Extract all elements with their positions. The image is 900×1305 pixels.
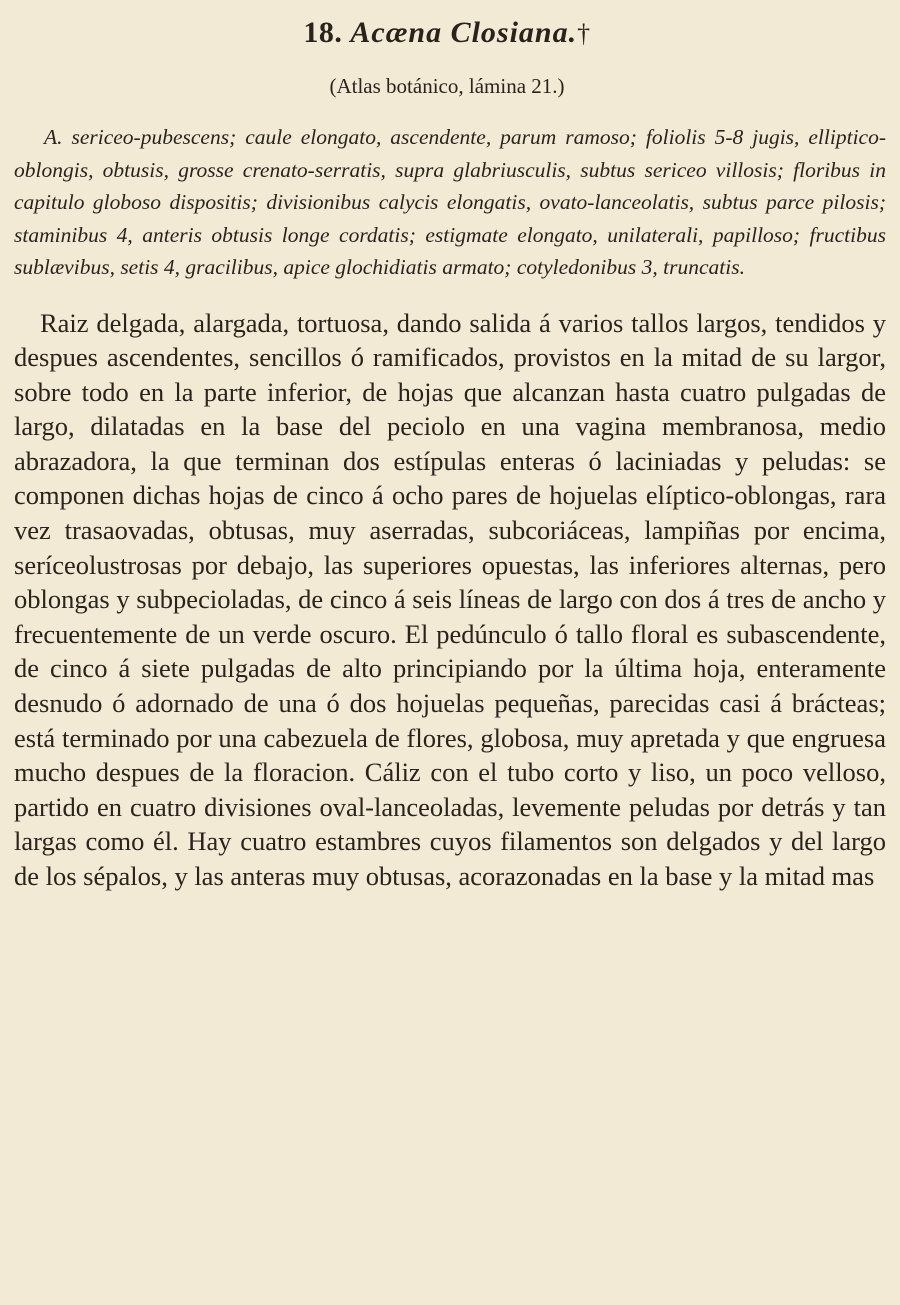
- dagger-mark: †: [577, 19, 591, 48]
- spanish-description: Raiz delgada, alargada, tortuosa, dando salida á varios tallos largos, tendidos y despues ascendentes, sencillos ó ramificados, provistos en la mitad de su largor, sobre todo en la parte inferior, de hojas que alcanzan hasta cuatro pulgadas de largo, dilatadas en la base del peciolo en una vagina membranosa, medio abrazadora, la que terminan dos estípulas enteras ó laciniadas y peludas: se componen dichas hojas de cinco á ocho pares de hojuelas elíptico-oblongas, rara vez trasaovadas, obtusas, muy aserradas, subcoriáceas, lampiñas por encima, seríceolustrosas por debajo, las superiores opuestas, las inferiores alternas, pero oblongas y subpecioladas, de cinco á seis líneas de largo con dos á tres de ancho y frecuentemente de un verde oscuro. El pedúnculo ó tallo floral es subascendente, de cinco á siete pulgadas de alto principiando por la última hoja, enteramente desnudo ó adornado de una ó dos hojuelas pequeñas, parecidas casi á brácteas; está terminado por una cabezuela de flores, globosa, muy apretada y que engruesa mucho despues de la floracion. Cáliz con el tubo corto y liso, un poco velloso, partido en cuatro divisiones oval-lanceoladas, levemente peludas por detrás y tan largas como él. Hay cuatro estambres cuyos filamentos son delgados y del largo de los sépalos, y las anteras muy obtusas, acorazonadas en la base y la mitad mas: [14, 307, 886, 891]
- species-number: 18.: [303, 16, 343, 49]
- species-name: Acæna Closiana.: [350, 16, 578, 49]
- atlas-reference: (Atlas botánico, lámina 21.): [329, 74, 565, 98]
- latin-diagnosis: A. sericeo-pubescens; caule elongato, ascendente, parum ramoso; foliolis 5-8 jugis, elliptico-oblongis, obtusis, grosse crenato-serratis, supra glabriusculis, subtus sericeo villosis; floribus in capitulo globoso dispositis; divisionibus calycis elongatis, ovato-lanceolatis, subtus parce pilosis; staminibus 4, anteris obtusis longe cordatis; estigmate elongato, unilaterali, papilloso; fructibus sublævibus, setis 4, gracilibus, apice glochidiatis armato; cotyledonibus 3, truncatis.: [14, 125, 886, 279]
- species-heading: [8, 16, 886, 50]
